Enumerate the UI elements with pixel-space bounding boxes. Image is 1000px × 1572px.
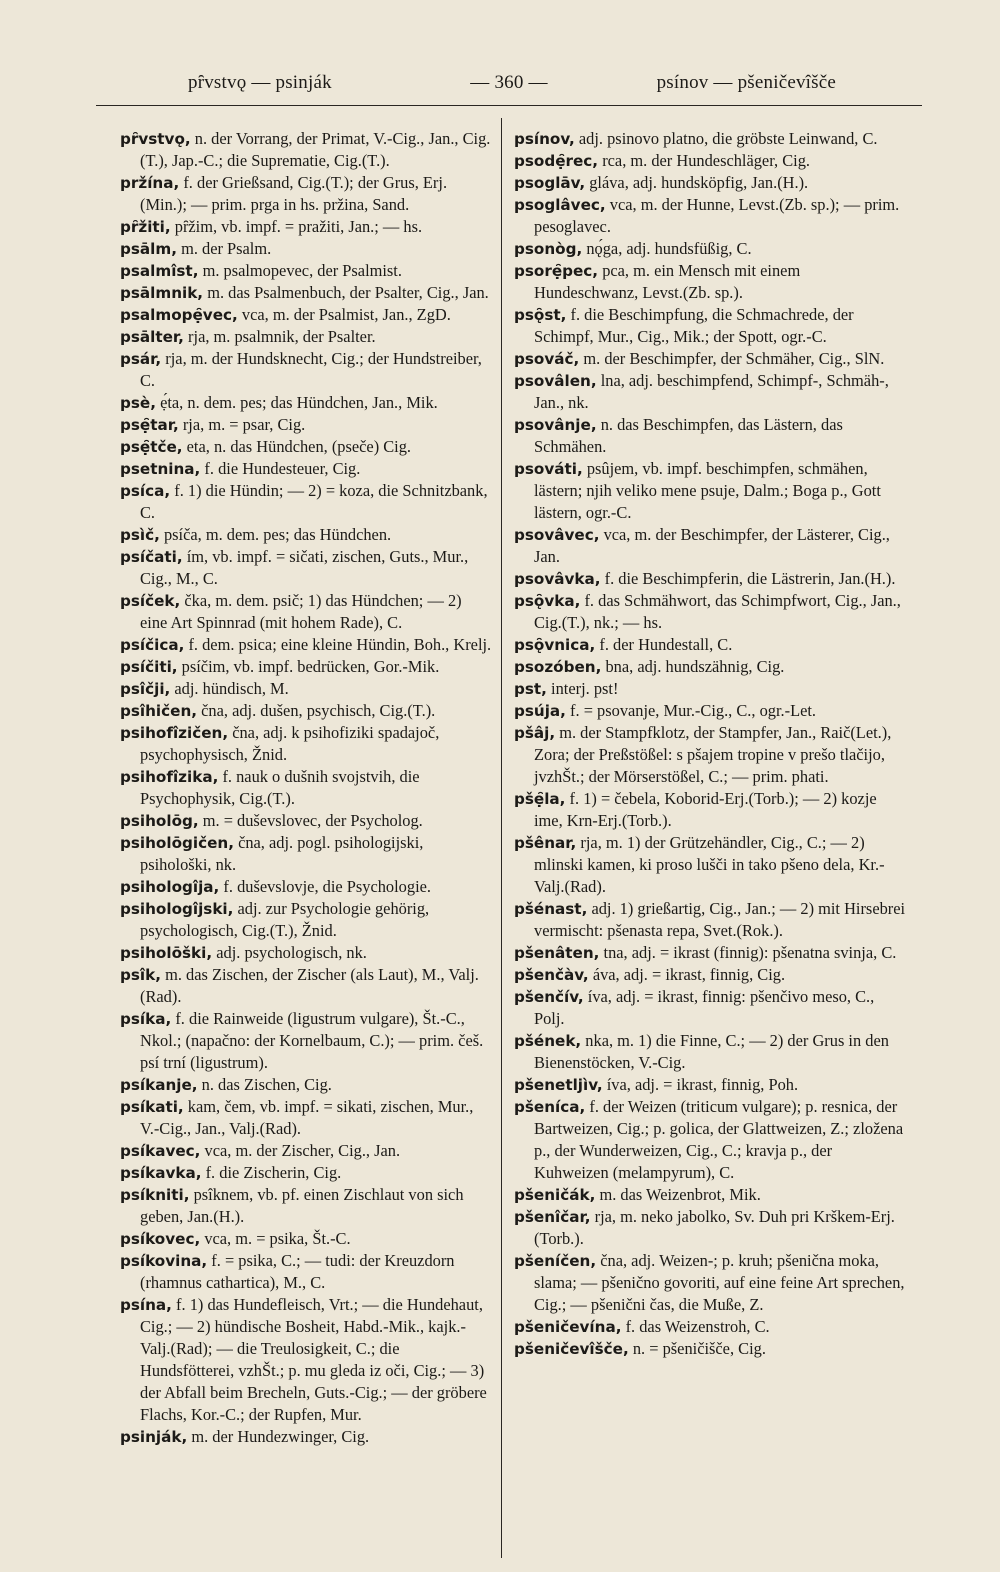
entry-definition: rja, m. neko jabolko, Sv. Duh pri Krškem-Erj.(Torb.). <box>534 1207 895 1248</box>
entry-definition: rca, m. der Hundeschläger, Cig. <box>598 151 810 170</box>
entry-headword: psalmopẹ̑vec, <box>120 306 238 324</box>
dictionary-entry <box>514 986 906 1030</box>
dictionary-entry <box>120 260 492 282</box>
dictionary-entry <box>120 1426 492 1448</box>
dictionary-entry <box>514 722 906 788</box>
entry-headword: pšenčàv, <box>514 966 589 984</box>
entry-definition: adj. zur Psychologie gehörig, psychologisch, Cig.(T.), Žnid. <box>140 899 430 940</box>
entry-headword: psováč, <box>514 350 580 368</box>
entry-definition: rja, m. 1) der Grützehändler, Cig., C.; — 2) mlinski kamen, ki proso lušči in tako pšeno dela, Kr.-Valj.(Rad). <box>534 833 885 896</box>
entry-definition: adj. psychologisch, nk. <box>212 943 367 962</box>
entry-headword: psodẹ̑rec, <box>514 152 599 170</box>
entry-headword: psîk, <box>120 966 161 984</box>
entry-headword: psozóben, <box>514 658 602 676</box>
entry-definition: adj. hündisch, M. <box>170 679 289 698</box>
entry-definition: m. der Stampfklotz, der Stampfer, Jan., Raič(Let.), Zora; der Preßstößel: s pšajem tropine v prešo tlačijo, jvzhŠt.; der Mörserstößel, C.; — prim. phati. <box>534 723 892 786</box>
entry-headword: psíca, <box>120 482 171 500</box>
entry-headword: pšẹ̑la, <box>514 790 566 808</box>
entry-definition: f. die Hundesteuer, Cig. <box>200 459 361 478</box>
entry-definition: čna, adj. k psihofiziki spadajoč, psychophysisch, Žnid. <box>140 723 440 764</box>
entry-headword: psovânje, <box>514 416 597 434</box>
dictionary-entry <box>514 128 906 150</box>
dictionary-entry <box>120 348 492 392</box>
entry-definition: gláva, adj. hundsköpfig, Jan.(H.). <box>585 173 809 192</box>
entry-headword: psālter, <box>120 328 184 346</box>
entry-definition: f. 1) = čebela, Koborid-Erj.(Torb.); — 2) kozje ime, Krn-Erj.(Torb.). <box>534 789 877 830</box>
entry-definition: m. der Psalm. <box>176 239 272 258</box>
entry-definition: n. das Zischen, Cig. <box>197 1075 332 1094</box>
entry-definition: psûjem, vb. impf. beschimpfen, schmähen, lästern; njih veliko mene psuje, Dalm.; Boga p., Gott lästern, ogr.-C. <box>534 459 881 522</box>
entry-headword: pšeníca, <box>514 1098 586 1116</box>
dictionary-entry <box>514 172 906 194</box>
entry-definition: f. die Rainweide (ligustrum vulgare), Št.-C., Nkol.; (napačno: der Kornelbaum, C.); — prim. češ. psí trní (ligustrum). <box>140 1009 484 1072</box>
dictionary-entry <box>120 876 492 898</box>
dictionary-entry <box>120 964 492 1008</box>
dictionary-entry <box>514 304 906 348</box>
dictionary-entry <box>120 436 492 458</box>
dictionary-entry <box>120 524 492 546</box>
entry-definition: m. das Psalmenbuch, der Psalter, Cig., Jan. <box>203 283 489 302</box>
entry-definition: m. der Beschimpfer, der Schmäher, Cig., SlN. <box>579 349 885 368</box>
entry-headword: psè, <box>120 394 156 412</box>
entry-headword: psíkniti, <box>120 1186 190 1204</box>
dictionary-entry <box>120 1184 492 1228</box>
entry-headword: psíčica, <box>120 636 185 654</box>
header-right-guideword: psínov — pšeničevîšče <box>656 72 836 93</box>
entry-headword: psíčiti, <box>120 658 178 676</box>
entry-definition: čna, adj. Weizen-; p. kruh; pšenična moka, slama; — pšenično govoriti, auf eine feine Art sprechen, Cig.; — pšenični čas, die Muße, Z. <box>534 1251 905 1314</box>
entry-definition: f. der Weizen (triticum vulgare); p. resnica, der Bartweizen, Cig.; p. golica, der Glattweizen, Z.; zložena p., der Wunderweizen, Cig., C.; kravja p., der Kuhweizen (melampyrum), C. <box>534 1097 904 1182</box>
dictionary-entry <box>514 194 906 238</box>
entry-headword: psonòg, <box>514 240 583 258</box>
entry-definition: čna, adj. pogl. psihologijski, psihološki, nk. <box>140 833 424 874</box>
entry-definition: f. = psovanje, Mur.-Cig., C., ogr.-Let. <box>565 701 817 720</box>
entry-headword: psíkanje, <box>120 1076 198 1094</box>
entry-definition: f. 1) das Hundefleisch, Vrt.; — die Hundehaut, Cig.; — 2) hündische Bosheit, Habd.-Mik., kajk.-Valj.(Rad); — die Treulosigkeit, C.; die Hundsfötterei, vzhŠt.; p. mu gleda iz oči, Cig.; — 3) der Abfall beim Brecheln, Guts.-Cig.; — der gröbere Flachs, Kor.-C.; der Rupfen, Mur. <box>140 1295 487 1424</box>
entry-definition: rja, m. der Hundsknecht, Cig.; der Hundstreiber, C. <box>140 349 482 390</box>
entry-headword: psíka, <box>120 1010 172 1028</box>
dictionary-entry <box>514 1206 906 1250</box>
dictionary-entry <box>514 414 906 458</box>
entry-headword: pȓvstvǫ, <box>120 130 191 148</box>
dictionary-entry <box>120 678 492 700</box>
dictionary-entry <box>514 1030 906 1074</box>
entry-definition: f. dem. psica; eine kleine Hündin, Boh., Krelj. <box>184 635 492 654</box>
entry-headword: psár, <box>120 350 162 368</box>
entry-headword: psîhičen, <box>120 702 198 720</box>
dictionary-entry <box>120 1140 492 1162</box>
dictionary-entry <box>120 590 492 634</box>
dictionary-entry <box>120 282 492 304</box>
dictionary-entry <box>514 942 906 964</box>
entry-definition: f. der Hundestall, C. <box>595 635 733 654</box>
entry-headword: pšênar, <box>514 834 577 852</box>
entry-headword: psovâvec, <box>514 526 600 544</box>
dictionary-entry <box>514 964 906 986</box>
dictionary-entry <box>120 546 492 590</box>
entry-definition: íva, adj. = ikrast, finnig: pšenčivo meso, C., Polj. <box>534 987 875 1028</box>
dictionary-entry <box>120 810 492 832</box>
entry-definition: čka, m. dem. psič; 1) das Hündchen; — 2) eine Art Spinnrad (mit hohem Rade), C. <box>140 591 462 632</box>
entry-definition: eta, n. das Hündchen, (pseče) Cig. <box>182 437 412 456</box>
dictionary-entry <box>120 480 492 524</box>
entry-definition: n. das Beschimpfen, das Lästern, das Schmähen. <box>534 415 843 456</box>
entry-definition: áva, adj. = ikrast, finnig, Cig. <box>588 965 786 984</box>
dictionary-entry <box>120 304 492 326</box>
entry-headword: psorẹ̑pec, <box>514 262 599 280</box>
page-number: — 360 — <box>470 72 548 93</box>
entry-definition: adj. psinovo platno, die gröbste Leinwand, C. <box>574 129 878 148</box>
dictionary-entry <box>514 1250 906 1316</box>
entry-headword: psihofîzičen, <box>120 724 229 742</box>
dictionary-entry <box>120 1294 492 1426</box>
entry-definition: vca, m. der Hunne, Levst.(Zb. sp.); — prim. pesoglavec. <box>534 195 900 236</box>
entry-definition: rja, m. = psar, Cig. <box>178 415 306 434</box>
entry-headword: psetnina, <box>120 460 201 478</box>
header-rule <box>96 105 922 106</box>
entry-headword: psováti, <box>514 460 583 478</box>
dictionary-entry <box>120 700 492 722</box>
entry-definition: f. die Beschimpferin, die Lästrerin, Jan.(H.). <box>600 569 896 588</box>
entry-headword: pȓžiti, <box>120 218 171 236</box>
entry-headword: pšâj, <box>514 724 556 742</box>
entry-headword: pšenîčar, <box>514 1208 591 1226</box>
dictionary-entry <box>120 458 492 480</box>
entry-definition: pȓžim, vb. impf. = pražiti, Jan.; — hs. <box>170 217 423 236</box>
entry-headword: psihofîzika, <box>120 768 219 786</box>
entry-headword: psiholōgičen, <box>120 834 234 852</box>
entry-headword: psúja, <box>514 702 566 720</box>
dictionary-entry <box>514 788 906 832</box>
dictionary-entry <box>514 1074 906 1096</box>
entry-definition: psíčim, vb. impf. bedrücken, Gor.-Mik. <box>177 657 440 676</box>
entry-headword: psinják, <box>120 1428 188 1446</box>
dictionary-entry <box>514 568 906 590</box>
entry-definition: vca, m. der Psalmist, Jan., ZgD. <box>237 305 451 324</box>
dictionary-entry <box>514 590 906 634</box>
entry-headword: psihologîjski, <box>120 900 234 918</box>
dictionary-entry <box>514 1338 906 1360</box>
dictionary-entry <box>120 1228 492 1250</box>
right-column <box>514 128 906 1360</box>
dictionary-entry <box>120 942 492 964</box>
entry-definition: m. der Hundezwinger, Cig. <box>187 1427 370 1446</box>
entry-headword: pšenâten, <box>514 944 600 962</box>
dictionary-entry <box>120 326 492 348</box>
dictionary-entry <box>120 414 492 436</box>
entry-headword: pšeníčen, <box>514 1252 597 1270</box>
entry-definition: vca, m. der Beschimpfer, der Lästerer, Cig., Jan. <box>534 525 890 566</box>
dictionary-entry <box>120 634 492 656</box>
dictionary-entry <box>514 150 906 172</box>
entry-definition: m. psalmopevec, der Psalmist. <box>198 261 402 280</box>
dictionary-entry <box>514 1096 906 1184</box>
entry-headword: pšeničevína, <box>514 1318 622 1336</box>
dictionary-entry <box>120 128 492 172</box>
dictionary-entry <box>120 656 492 678</box>
dictionary-entry <box>514 370 906 414</box>
entry-definition: lna, adj. beschimpfend, Schimpf-, Schmäh-, Jan., nk. <box>534 371 889 412</box>
entry-definition: ím, vb. impf. = sičati, zischen, Guts., Mur., Cig., M., C. <box>140 547 469 588</box>
entry-headword: psíkovina, <box>120 1252 208 1270</box>
entry-definition: kam, čem, vb. impf. = sikati, zischen, Mur., V.-Cig., Jan., Valj.(Rad). <box>140 1097 474 1138</box>
entry-definition: n. der Vorrang, der Primat, V.-Cig., Jan., Cig.(T.), Jap.-C.; die Suprematie, Cig.(T.). <box>140 129 491 170</box>
entry-headword: psíček, <box>120 592 181 610</box>
dictionary-entry <box>514 832 906 898</box>
entry-headword: psína, <box>120 1296 172 1314</box>
entry-definition: f. die Beschimpfung, die Schmachrede, der Schimpf, Mur., Cig., Mik.; der Spott, ogr.-C. <box>534 305 854 346</box>
entry-headword: psiholōški, <box>120 944 213 962</box>
entry-headword: psoglâvec, <box>514 196 606 214</box>
entry-headword: psalmîst, <box>120 262 199 280</box>
dictionary-entry <box>514 1184 906 1206</box>
entry-headword: psǫ̑st, <box>514 306 567 324</box>
dictionary-entry <box>514 348 906 370</box>
dictionary-entry <box>120 832 492 876</box>
entry-headword: pšeničák, <box>514 1186 596 1204</box>
dictionary-entry <box>120 898 492 942</box>
dictionary-entry <box>514 656 906 678</box>
entry-headword: psíčati, <box>120 548 183 566</box>
entry-headword: psǫ̑vnica, <box>514 636 596 654</box>
dictionary-entry <box>120 722 492 766</box>
entry-definition: m. = duševslovec, der Psycholog. <box>198 811 423 830</box>
entry-headword: psālm, <box>120 240 177 258</box>
entry-headword: psālmnik, <box>120 284 204 302</box>
dictionary-entry <box>120 238 492 260</box>
entry-definition: nka, m. 1) die Finne, C.; — 2) der Grus in den Bienenstöcken, V.-Cig. <box>534 1031 889 1072</box>
entry-definition: nǫ́ga, adj. hundsfüßig, C. <box>582 239 752 258</box>
entry-headword: psîčji, <box>120 680 171 698</box>
entry-definition: psíča, m. dem. pes; das Hündchen. <box>159 525 392 544</box>
entry-headword: pšénast, <box>514 900 588 918</box>
dictionary-entry <box>120 1096 492 1140</box>
entry-definition: bna, adj. hundszähnig, Cig. <box>601 657 785 676</box>
entry-definition: f. die Zischerin, Cig. <box>201 1163 342 1182</box>
entry-headword: psíkavec, <box>120 1142 201 1160</box>
entry-definition: vca, m. = psika, Št.-C. <box>200 1229 351 1248</box>
left-column <box>120 128 492 1448</box>
dictionary-entry <box>120 1250 492 1294</box>
entry-headword: psìč, <box>120 526 160 544</box>
entry-definition: f. der Grießsand, Cig.(T.); der Grus, Erj.(Min.); — prim. prga in hs. pržina, Sand. <box>140 173 448 214</box>
entry-headword: psíkati, <box>120 1098 184 1116</box>
entry-definition: pca, m. ein Mensch mit einem Hundeschwanz, Levst.(Zb. sp.). <box>534 261 801 302</box>
entry-definition: čna, adj. dušen, psychisch, Cig.(T.). <box>197 701 436 720</box>
entry-definition: adj. 1) grießartig, Cig., Jan.; — 2) mit Hirsebrei vermischt: pšenasta repa, Svet.(Rok.). <box>534 899 906 940</box>
entry-definition: f. 1) die Hündin; — 2) = koza, die Schnitzbank, C. <box>140 481 488 522</box>
entry-definition: f. duševslovje, die Psychologie. <box>219 877 431 896</box>
entry-definition: f. = psika, C.; — tudi: der Kreuzdorn (rhamnus cathartica), M., C. <box>140 1251 455 1292</box>
dictionary-entry <box>120 172 492 216</box>
dictionary-entry <box>514 238 906 260</box>
entry-headword: pšenčív, <box>514 988 584 1006</box>
entry-headword: pržína, <box>120 174 180 192</box>
entry-definition: tna, adj. = ikrast (finnig): pšenatna svinja, C. <box>599 943 897 962</box>
entry-headword: pšenetljìv, <box>514 1076 603 1094</box>
entry-definition: psîknem, vb. pf. einen Zischlaut von sich geben, Jan.(H.). <box>140 1185 464 1226</box>
header-left-guideword: pȓvstvǫ — psinják <box>188 72 332 93</box>
entry-headword: psoglāv, <box>514 174 586 192</box>
entry-headword: psínov, <box>514 130 575 148</box>
dictionary-entry <box>120 766 492 810</box>
entry-definition: n. = pšeničišče, Cig. <box>628 1339 766 1358</box>
entry-definition: f. das Schmähwort, das Schimpfwort, Cig., Jan., Cig.(T.), nk.; — hs. <box>534 591 901 632</box>
entry-definition: vca, m. der Zischer, Cig., Jan. <box>200 1141 401 1160</box>
running-header <box>96 62 922 102</box>
dictionary-entry <box>514 260 906 304</box>
entry-headword: psovâlen, <box>514 372 597 390</box>
entry-definition: m. das Zischen, der Zischer (als Laut), M., Valj.(Rad). <box>140 965 479 1006</box>
dictionary-entry <box>514 898 906 942</box>
column-divider <box>501 118 502 1558</box>
dictionary-entry <box>120 1162 492 1184</box>
entry-headword: psẹ̑tar, <box>120 416 179 434</box>
entry-headword: pst, <box>514 680 547 698</box>
dictionary-entry <box>514 700 906 722</box>
entry-headword: psovâvka, <box>514 570 601 588</box>
dictionary-entry <box>514 1316 906 1338</box>
dictionary-entry <box>514 634 906 656</box>
entry-definition: f. das Weizenstroh, C. <box>621 1317 770 1336</box>
entry-definition: f. nauk o dušnih svojstvih, die Psychophysik, Cig.(T.). <box>140 767 420 808</box>
entry-headword: psíkovec, <box>120 1230 201 1248</box>
entry-headword: psihologîja, <box>120 878 220 896</box>
entry-definition: ẹ́ta, n. dem. pes; das Hündchen, Jan., Mik. <box>155 393 438 412</box>
dictionary-entry <box>120 392 492 414</box>
entry-definition: m. das Weizenbrot, Mik. <box>595 1185 761 1204</box>
dictionary-entry <box>514 458 906 524</box>
entry-definition: rja, m. psalmnik, der Psalter. <box>183 327 376 346</box>
dictionary-entry <box>120 1074 492 1096</box>
entry-headword: pšének, <box>514 1032 582 1050</box>
entry-definition: interj. pst! <box>546 679 619 698</box>
entry-headword: psiholōg, <box>120 812 199 830</box>
entry-headword: psǫ̑vka, <box>514 592 581 610</box>
entry-headword: pšeničevîšče, <box>514 1340 629 1358</box>
entry-headword: psẹ̑tče, <box>120 438 183 456</box>
dictionary-entry <box>514 524 906 568</box>
entry-definition: íva, adj. = ikrast, finnig, Poh. <box>602 1075 799 1094</box>
dictionary-entry <box>120 216 492 238</box>
entry-headword: psíkavka, <box>120 1164 202 1182</box>
dictionary-entry <box>120 1008 492 1074</box>
dictionary-entry <box>514 678 906 700</box>
